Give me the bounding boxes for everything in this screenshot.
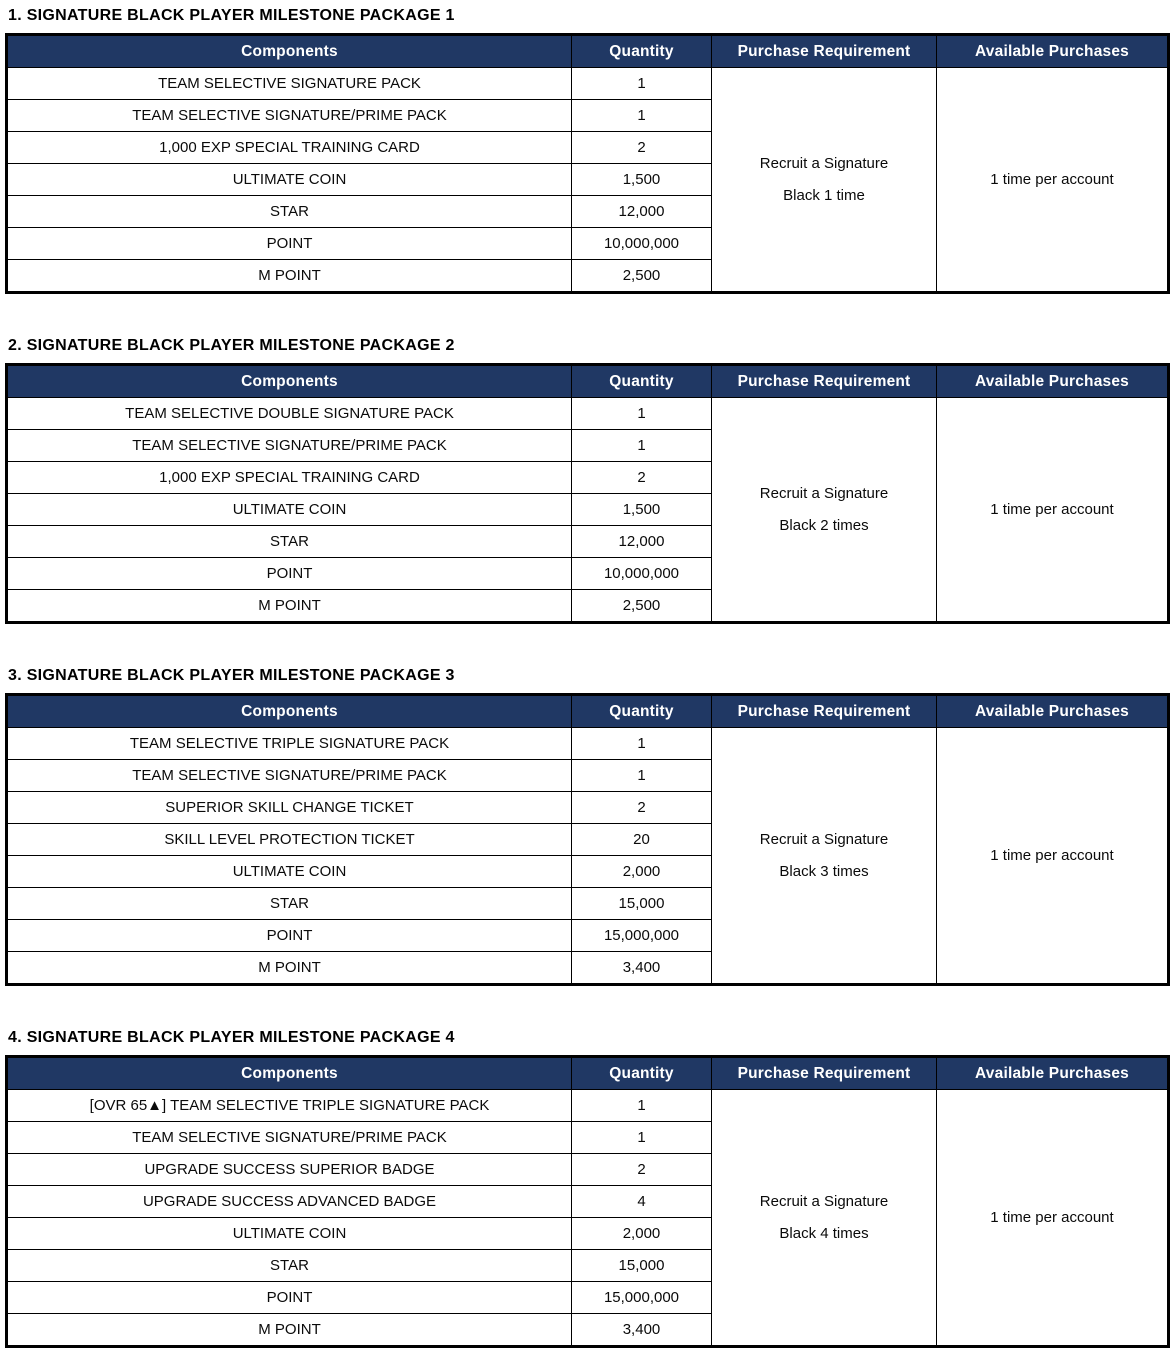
section-title: 3. SIGNATURE BLACK PLAYER MILESTONE PACKAGE 3 — [8, 667, 455, 684]
cell-component: TEAM SELECTIVE SIGNATURE/PRIME PACK — [7, 430, 572, 462]
package-table — [5, 33, 1170, 294]
table-header-row — [7, 365, 1169, 398]
column-header-quantity: Quantity — [572, 1057, 712, 1090]
cell-component: TEAM SELECTIVE TRIPLE SIGNATURE PACK — [7, 728, 572, 760]
column-header-components: Components — [7, 365, 572, 398]
cell-quantity: 2 — [572, 132, 712, 164]
cell-component: POINT — [7, 1282, 572, 1314]
cell-component: POINT — [7, 920, 572, 952]
purchase-requirement-line-1: Recruit a Signature — [759, 1192, 889, 1210]
package-table — [5, 693, 1170, 986]
cell-component: STAR — [7, 526, 572, 558]
column-header-available-purchases: Available Purchases — [937, 695, 1169, 728]
purchase-requirement-line-1: Recruit a Signature — [759, 830, 889, 848]
table-header-row — [7, 1057, 1169, 1090]
cell-component: ULTIMATE COIN — [7, 164, 572, 196]
column-header-components: Components — [7, 695, 572, 728]
column-header-quantity: Quantity — [572, 695, 712, 728]
cell-component: M POINT — [7, 260, 572, 293]
table-row — [7, 1090, 1169, 1122]
cell-purchase-requirement — [712, 1090, 937, 1347]
cell-component: UPGRADE SUCCESS ADVANCED BADGE — [7, 1186, 572, 1218]
purchase-requirement-line-2: Black 1 time — [783, 186, 865, 204]
cell-quantity: 3,400 — [572, 952, 712, 985]
cell-quantity: 1 — [572, 100, 712, 132]
section-title: 4. SIGNATURE BLACK PLAYER MILESTONE PACKAGE 4 — [8, 1029, 455, 1046]
cell-quantity: 1,500 — [572, 494, 712, 526]
cell-quantity: 15,000,000 — [572, 1282, 712, 1314]
cell-quantity: 1 — [572, 430, 712, 462]
cell-purchase-requirement — [712, 398, 937, 623]
column-header-purchase-requirement: Purchase Requirement — [712, 1057, 937, 1090]
package-section-2 — [0, 336, 1172, 624]
column-header-available-purchases: Available Purchases — [937, 1057, 1169, 1090]
cell-component: ULTIMATE COIN — [7, 494, 572, 526]
cell-quantity: 15,000 — [572, 888, 712, 920]
cell-component: TEAM SELECTIVE SIGNATURE/PRIME PACK — [7, 760, 572, 792]
cell-component: M POINT — [7, 590, 572, 623]
cell-purchase-requirement — [712, 68, 937, 293]
cell-quantity: 15,000,000 — [572, 920, 712, 952]
cell-component: STAR — [7, 1250, 572, 1282]
column-header-components: Components — [7, 35, 572, 68]
cell-component: TEAM SELECTIVE SIGNATURE/PRIME PACK — [7, 1122, 572, 1154]
cell-quantity: 2,000 — [572, 856, 712, 888]
cell-component: UPGRADE SUCCESS SUPERIOR BADGE — [7, 1154, 572, 1186]
cell-quantity: 2,000 — [572, 1218, 712, 1250]
cell-component: TEAM SELECTIVE DOUBLE SIGNATURE PACK — [7, 398, 572, 430]
cell-component: TEAM SELECTIVE SIGNATURE/PRIME PACK — [7, 100, 572, 132]
column-header-available-purchases: Available Purchases — [937, 365, 1169, 398]
cell-component: M POINT — [7, 952, 572, 985]
table-row — [7, 728, 1169, 760]
column-header-purchase-requirement: Purchase Requirement — [712, 35, 937, 68]
cell-component: 1,000 EXP SPECIAL TRAINING CARD — [7, 462, 572, 494]
cell-quantity: 4 — [572, 1186, 712, 1218]
cell-purchase-requirement — [712, 728, 937, 985]
purchase-requirement-line-1: Recruit a Signature — [759, 484, 889, 502]
cell-quantity: 2 — [572, 1154, 712, 1186]
purchase-requirement-line-2: Black 3 times — [779, 862, 869, 880]
table-header-row — [7, 695, 1169, 728]
cell-quantity: 1 — [572, 1122, 712, 1154]
cell-component: POINT — [7, 558, 572, 590]
column-header-purchase-requirement: Purchase Requirement — [712, 695, 937, 728]
cell-quantity: 1 — [572, 68, 712, 100]
cell-component: 1,000 EXP SPECIAL TRAINING CARD — [7, 132, 572, 164]
cell-quantity: 1 — [572, 398, 712, 430]
package-section-1 — [0, 6, 1172, 294]
cell-quantity: 12,000 — [572, 526, 712, 558]
cell-quantity: 2 — [572, 462, 712, 494]
package-section-3 — [0, 666, 1172, 986]
cell-available-purchases: 1 time per account — [937, 1090, 1169, 1347]
cell-quantity: 1 — [572, 728, 712, 760]
cell-component: STAR — [7, 888, 572, 920]
cell-quantity: 2,500 — [572, 590, 712, 623]
cell-quantity: 1,500 — [572, 164, 712, 196]
table-row — [7, 398, 1169, 430]
table-row — [7, 68, 1169, 100]
cell-quantity: 1 — [572, 1090, 712, 1122]
section-title: 1. SIGNATURE BLACK PLAYER MILESTONE PACKAGE 1 — [8, 7, 455, 24]
cell-component: TEAM SELECTIVE SIGNATURE PACK — [7, 68, 572, 100]
package-section-4 — [0, 1028, 1172, 1348]
cell-quantity: 20 — [572, 824, 712, 856]
package-table — [5, 363, 1170, 624]
cell-quantity: 15,000 — [572, 1250, 712, 1282]
purchase-requirement-line-1: Recruit a Signature — [759, 154, 889, 172]
cell-quantity: 3,400 — [572, 1314, 712, 1347]
cell-component: SUPERIOR SKILL CHANGE TICKET — [7, 792, 572, 824]
cell-component: ULTIMATE COIN — [7, 1218, 572, 1250]
purchase-requirement-line-2: Black 4 times — [779, 1224, 869, 1242]
purchase-requirement-line-2: Black 2 times — [779, 516, 869, 534]
column-header-purchase-requirement: Purchase Requirement — [712, 365, 937, 398]
section-title: 2. SIGNATURE BLACK PLAYER MILESTONE PACKAGE 2 — [8, 337, 455, 354]
cell-available-purchases: 1 time per account — [937, 398, 1169, 623]
package-table — [5, 1055, 1170, 1348]
cell-component: M POINT — [7, 1314, 572, 1347]
table-header-row — [7, 35, 1169, 68]
cell-available-purchases: 1 time per account — [937, 68, 1169, 293]
column-header-components: Components — [7, 1057, 572, 1090]
column-header-available-purchases: Available Purchases — [937, 35, 1169, 68]
cell-quantity: 2 — [572, 792, 712, 824]
cell-component: [OVR 65▲] TEAM SELECTIVE TRIPLE SIGNATURE PACK — [7, 1090, 572, 1122]
column-header-quantity: Quantity — [572, 365, 712, 398]
cell-component: POINT — [7, 228, 572, 260]
cell-component: ULTIMATE COIN — [7, 856, 572, 888]
cell-quantity: 10,000,000 — [572, 558, 712, 590]
column-header-quantity: Quantity — [572, 35, 712, 68]
cell-quantity: 12,000 — [572, 196, 712, 228]
cell-component: SKILL LEVEL PROTECTION TICKET — [7, 824, 572, 856]
cell-quantity: 2,500 — [572, 260, 712, 293]
cell-component: STAR — [7, 196, 572, 228]
cell-quantity: 10,000,000 — [572, 228, 712, 260]
cell-available-purchases: 1 time per account — [937, 728, 1169, 985]
cell-quantity: 1 — [572, 760, 712, 792]
